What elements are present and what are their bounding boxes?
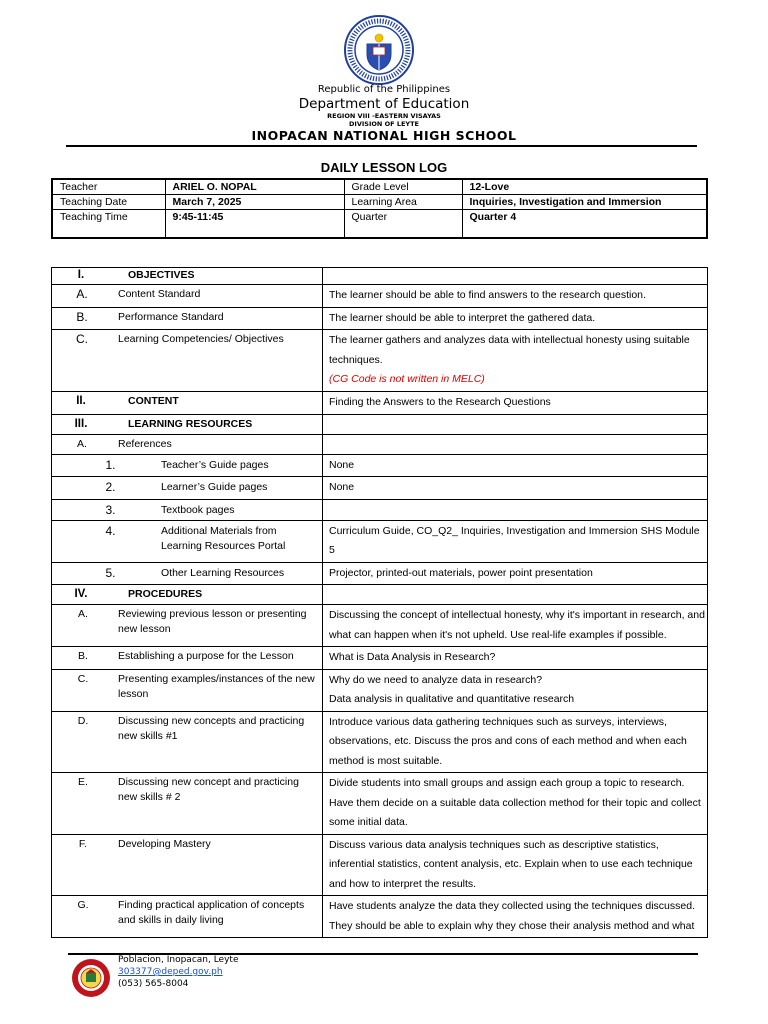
table-row <box>52 647 708 670</box>
item-num: 5. <box>105 565 116 580</box>
cg-code-note: (CG Code is not written in MELC) <box>329 373 485 385</box>
info-value: March 7, 2025 <box>165 195 344 210</box>
item-num: G. <box>77 899 89 911</box>
item-label: Presenting examples/instances of the new lesson <box>118 672 315 700</box>
item-label: Discussing new concept and practicing new skills # 2 <box>118 776 299 803</box>
footer-phone: (053) 565-8004 <box>118 979 189 989</box>
item-label: Reviewing previous lesson or presenting new lesson <box>118 608 307 635</box>
footer-email[interactable]: 303377@deped.gov.ph <box>118 967 223 977</box>
item-value: Have students analyze the data they collected using the techniques discussed. They should be able to explain why they chose their analysis method and what <box>323 896 708 938</box>
footer-address: Poblacion, Inopacan, Leyte <box>118 955 239 965</box>
info-value: Inquiries, Investigation and Immersion <box>462 195 707 210</box>
item-label: Additional Materials from Learning Resources Portal <box>161 524 286 552</box>
table-row <box>52 520 708 562</box>
item-label: Finding practical application of concepts and skills in daily living <box>118 899 305 926</box>
table-row <box>52 285 708 308</box>
info-value: 12-Love <box>462 179 707 195</box>
deped-seal <box>343 14 415 86</box>
info-row <box>52 179 707 195</box>
footer-contact <box>118 954 239 990</box>
section-num: IV. <box>74 588 88 600</box>
item-num: 2. <box>105 480 116 494</box>
item-num: A. <box>77 437 87 450</box>
item-num: 1. <box>105 457 116 472</box>
table-row <box>52 454 708 477</box>
item-label: Discussing new concepts and practicing new skills #1 <box>118 714 305 742</box>
item-num: B. <box>78 650 88 662</box>
info-label: Learning Area <box>344 195 462 210</box>
section-row-content <box>52 392 708 415</box>
table-row <box>52 773 708 835</box>
table-row <box>52 499 708 520</box>
table-row <box>52 330 708 392</box>
section-num: III. <box>74 417 88 430</box>
item-value: Projector, printed-out materials, power point presentation <box>323 562 708 585</box>
info-table <box>51 178 708 239</box>
info-row <box>52 210 707 239</box>
table-row <box>52 834 708 896</box>
section-row-objectives <box>52 268 708 285</box>
table-row <box>52 669 708 711</box>
section-row-procedures <box>52 585 708 605</box>
section-title: CONTENT <box>128 395 179 407</box>
item-num: F. <box>78 837 88 850</box>
item-value: Data analysis in qualitative and quantitative research <box>329 693 575 705</box>
item-value: None <box>323 454 708 477</box>
section-title: OBJECTIVES <box>128 269 195 281</box>
item-value: Finding the Answers to the Research Questions <box>323 392 708 415</box>
item-num: B. <box>76 309 88 324</box>
info-value: 9:45-11:45 <box>165 210 344 239</box>
lesson-log-table <box>51 267 708 938</box>
info-value: ARIEL O. NOPAL <box>165 179 344 195</box>
item-label: Establishing a purpose for the Lesson <box>118 650 294 662</box>
item-value: Introduce various data gathering techniques such as surveys, interviews, observations, etc. Discuss the pros and cons of each method and when each method is most suitable. <box>323 711 708 773</box>
item-value: Discuss various data analysis techniques such as descriptive statistics, inferential statistics, content analysis, etc. Explain when to use each technique and how to interpret the results. <box>323 834 708 896</box>
table-row <box>52 896 708 938</box>
section-num: I. <box>77 269 85 281</box>
table-row <box>52 434 708 454</box>
item-num: D. <box>77 714 89 727</box>
department-label: Department of Education <box>298 96 470 112</box>
table-row <box>52 562 708 585</box>
header-divider <box>66 145 697 147</box>
region-label: REGION VIII -EASTERN VISAYAS <box>327 112 441 120</box>
table-row <box>52 307 708 330</box>
item-value: The learner should be able to interpret the gathered data. <box>323 307 708 330</box>
table-row <box>52 477 708 500</box>
item-num: C. <box>76 332 88 346</box>
info-label: Teaching Date <box>52 195 165 210</box>
item-label: Teacher’s Guide pages <box>161 458 269 471</box>
school-logo <box>71 958 111 998</box>
item-num: C. <box>77 672 89 685</box>
info-label: Quarter <box>344 210 462 239</box>
school-name: INOPACAN NATIONAL HIGH SCHOOL <box>251 128 517 143</box>
item-label: Other Learning Resources <box>161 566 285 579</box>
item-label: Learner’s Guide pages <box>161 481 268 493</box>
table-row <box>52 711 708 773</box>
item-num: 4. <box>105 523 116 538</box>
item-value: Divide students into small groups and assign each group a topic to research. Have them decide on a suitable data collection method for their topic and collect some initial data. <box>323 773 708 835</box>
item-label: Performance Standard <box>118 310 224 323</box>
item-label: Developing Mastery <box>118 837 211 850</box>
page-title: DAILY LESSON LOG <box>320 160 448 175</box>
item-value: The learner should be able to find answers to the research question. <box>323 285 708 308</box>
info-label: Grade Level <box>344 179 462 195</box>
item-value: Why do we need to analyze data in research? <box>329 673 543 686</box>
info-label: Teacher <box>52 179 165 195</box>
item-num: A. <box>78 608 88 620</box>
item-value: Curriculum Guide, CO_Q2_ Inquiries, Investigation and Immersion SHS Module 5 <box>323 520 708 562</box>
info-label: Teaching Time <box>52 210 165 239</box>
info-row <box>52 195 707 210</box>
item-label: Textbook pages <box>161 503 235 516</box>
section-num: II. <box>76 395 86 407</box>
republic-label: Republic of the Philippines <box>317 84 451 95</box>
info-value: Quarter 4 <box>462 210 707 239</box>
section-title: LEARNING RESOURCES <box>128 417 253 430</box>
table-row <box>52 605 708 647</box>
item-num: E. <box>78 776 88 788</box>
item-label: Learning Competencies/ Objectives <box>118 333 284 345</box>
item-label: References <box>118 437 172 450</box>
item-num: 3. <box>105 502 116 517</box>
item-num: A. <box>76 287 88 301</box>
section-row-resources <box>52 414 708 434</box>
item-label: Content Standard <box>118 288 201 300</box>
item-value: None <box>323 477 708 500</box>
item-value <box>323 499 708 520</box>
division-label: DIVISION OF LEYTE <box>349 120 419 128</box>
section-title: PROCEDURES <box>128 588 203 600</box>
item-value: Discussing the concept of intellectual honesty, why it's important in research, and what can happen when it's not upheld. Use real-life examples if possible. <box>323 605 708 647</box>
item-value: The learner gathers and analyzes data with intellectual honesty using suitable techniques. <box>329 334 690 366</box>
item-value: What is Data Analysis in Research? <box>323 647 708 670</box>
